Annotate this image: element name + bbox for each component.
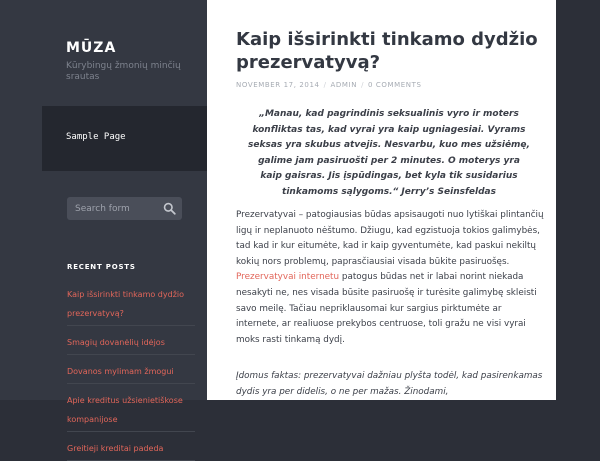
recent-post-link[interactable]: Smagių dovanėlių idėjos <box>67 338 165 347</box>
meta-separator: / <box>323 81 327 89</box>
navigation-menu <box>42 106 207 171</box>
recent-post-link[interactable]: Dovanos mylimam žmogui <box>67 367 174 376</box>
sidebar <box>0 0 207 453</box>
paragraph-text-start: Prezervatyvai – patogiausias būdas apsisaugoti nuo lytiškai plintančių ligų ir neplanuoto nėštumo. Džiugu, kad egzistuoja tokios galimybės, tad kad ir kur eitumėte, kad ir kaip gyventumėte, kad paskui nekiltų kokių nors problemų, paprasčiausiai visada būkite pasiruošęs. <box>236 210 544 267</box>
list-item <box>67 432 195 461</box>
recent-post-link[interactable]: Greitieji kreditai padeda <box>67 444 164 453</box>
paragraph-text-end: patogus būdas net ir labai norint niekada nesakyti ne, nes visada būsite pasiruošę ir turėsite galimybę skleisti savo meilę. Tačiau nepriklausomai kur sargius pirktumėte ar internete, ar realiuose prekybos centruose, toli gražu ne visi vyrai moks rasti tinkamą dydį. <box>236 272 537 345</box>
search-input[interactable] <box>67 197 157 220</box>
post-title[interactable]: Kaip išsirinkti tinkamo dydžio prezervatyvą? <box>236 29 538 73</box>
list-item <box>67 384 195 432</box>
list-item <box>67 280 195 326</box>
post-author-link[interactable]: ADMIN <box>330 81 358 89</box>
post-paragraph-2: Įdomus faktas: prezervatyvai dažniau plyšta todėl, kad pasirenkamas dydis yra per didelis, o ne per mažas. Žinodami, <box>236 371 543 397</box>
post-content <box>207 0 556 400</box>
post-quote: „Manau, kad pagrindinis seksualinis vyro ir moters konfliktas tas, kad vyrai yra kaip ugniagesiai. Vyrams seksas yra skubus atvejis. Nesvarbu, kuo mes užsiėmę, galime jam pasiruošti per 2 minutes. O moterys yra kaip gaisras. Jis įspūdingas, bet kyla tik susidarius tinkamoms sąlygoms.“ Jerry’s Seinsfeldas <box>248 109 530 197</box>
prezervatyvai-internetu-link[interactable]: Prezervatyvai internetu <box>236 272 340 283</box>
list-item <box>67 355 195 384</box>
recent-post-link[interactable]: Apie kreditus užsienietiškose kompanijose <box>67 396 183 424</box>
search-form <box>67 197 182 220</box>
nav-sample-page-link[interactable]: Sample Page <box>66 132 126 142</box>
recent-posts-list <box>67 280 195 461</box>
post-date-link[interactable]: NOVEMBER 17, 2014 <box>236 81 320 89</box>
site-description: Kūrybingų žmonių minčių srautas <box>66 61 181 82</box>
search-icon[interactable] <box>163 202 176 215</box>
post-paragraph <box>236 208 546 348</box>
site-title[interactable]: MŪZA <box>66 40 117 56</box>
post-meta <box>236 81 422 89</box>
post-comments-link[interactable]: 0 COMMENTS <box>368 81 422 89</box>
recent-posts-heading: RECENT POSTS <box>67 263 136 271</box>
list-item <box>67 326 195 355</box>
recent-post-link[interactable]: Kaip išsirinkti tinkamo dydžio prezervatyvą? <box>67 290 185 318</box>
meta-separator: / <box>361 81 365 89</box>
